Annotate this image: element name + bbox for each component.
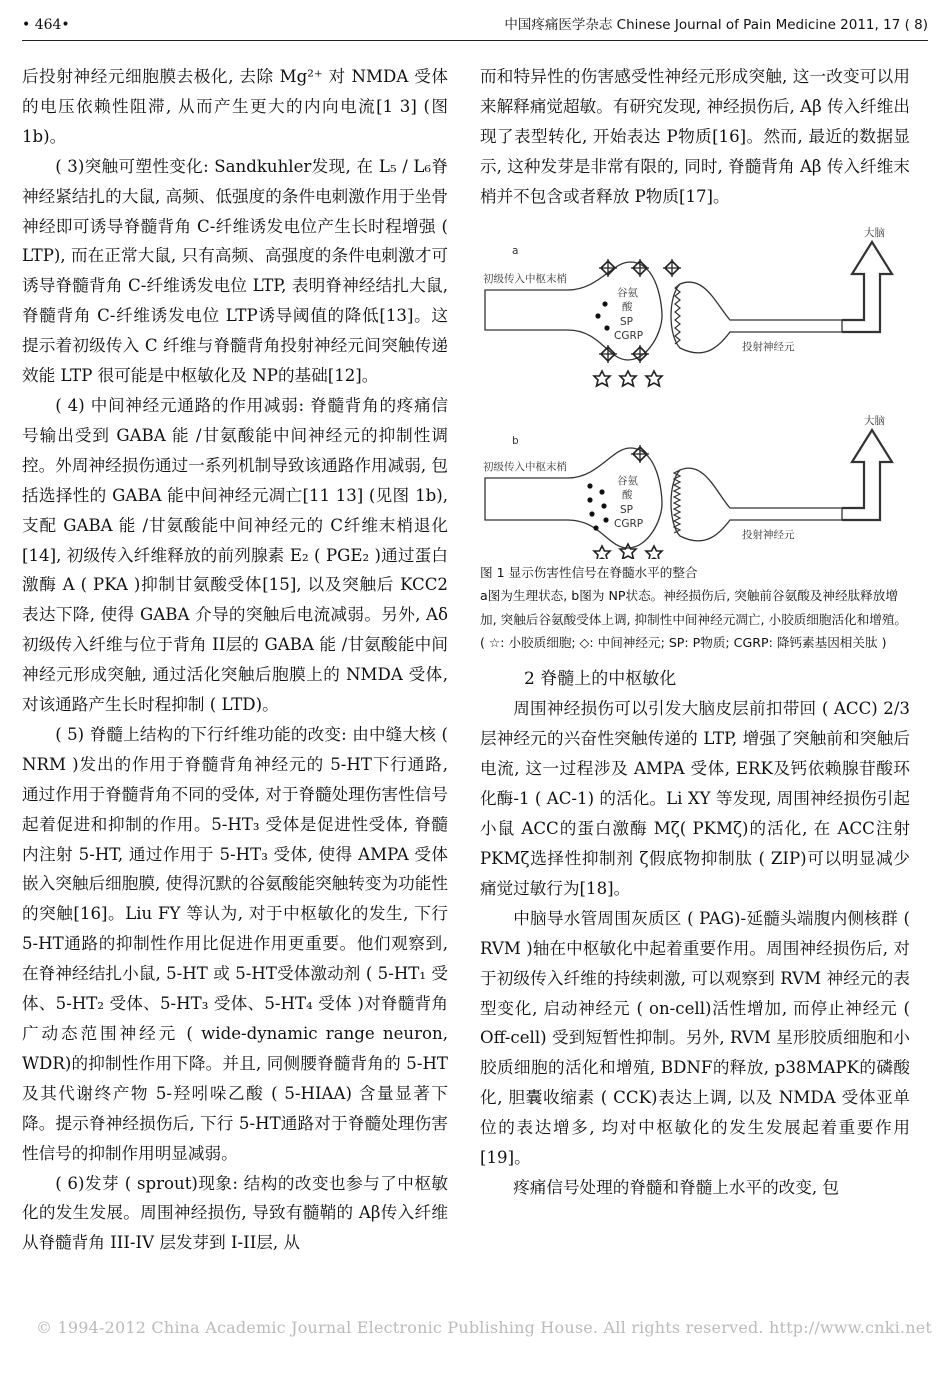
label-brain-b: 大脑 bbox=[864, 414, 885, 427]
vesicle bbox=[589, 511, 594, 516]
paragraph-pag-rvm: 中脑导水管周围灰质区 ( PAG)-延髓头端腹内侧核群 ( RVM )轴在中枢敏化中起着重要作用。周围神经损伤后, 对于初级传入纤维的持续刺激, 可以观察到 RVM 神经元的表型变化, 启动神经元 ( on-cell)活性增加, 而停止神经元 ( Off-cell) 受到短暂性抑制。另外, RVM 星形胶质细胞和小胶质细胞的活化和增殖, BDNF的释放, p38MAPK的磷酸化, 胆囊收缩素 ( CCK)表达上调, 以及 NMDA 受体亚单位的表达增多, 均对中枢敏化的发生发展起着重要作用[19]。 bbox=[480, 908, 910, 1168]
section-2-title: 2 脊髓上的中枢敏化 bbox=[524, 668, 677, 689]
microglia-star-icon bbox=[620, 371, 636, 386]
figure-1-caption bbox=[480, 561, 910, 655]
microglia-star-icon bbox=[620, 544, 636, 559]
figure-1-diagram bbox=[480, 224, 910, 559]
label-glutamate-b2: 酸 bbox=[622, 488, 633, 501]
vesicle bbox=[587, 483, 592, 488]
paragraph-sprouting-continued: 而和特异性的伤害感受性神经元形成突触, 这一改变可以用来解释痛觉超敏。有研究发现, 神经损伤后, Aβ 传入纤维出现了表型转化, 开始表达 P物质[16]。然而, 最近的数据显示, 这种发芽是非常有限的, 同时, 脊髓背角 Aβ 传入纤维末梢并不包含或者释放 P物质[17]。 bbox=[480, 67, 910, 206]
vesicle bbox=[602, 301, 607, 306]
vesicle bbox=[593, 525, 598, 530]
vesicle bbox=[601, 503, 606, 508]
microglia-star-icon bbox=[594, 546, 610, 559]
label-primary-afferent-b: 初级传入中枢末梢 bbox=[483, 460, 567, 473]
paragraph-acc-ltp: 周围神经损伤可以引发大脑皮层前扣带回 ( ACC) 2/3层神经元的兴奋性突触传递的 LTP, 增强了突触前和突触后电流, 这一过程涉及 AMPA 受体, ERK及钙依赖腺苷酸环化酶-1 ( AC-1) 的活化。Li XY 等发现, 周围神经损伤引起小鼠 ACC的蛋白激酶 Mζ( PKMζ)的活化, 在 ACC注射 PKMζ选择性抑制剂 ζ假底物抑制肽 ( ZIP)可以明显减少痛觉过敏行为[18]。 bbox=[480, 699, 910, 898]
vesicle bbox=[599, 489, 604, 494]
arrow-to-brain-a bbox=[842, 242, 892, 332]
page-header bbox=[22, 12, 928, 38]
vesicle bbox=[595, 313, 600, 318]
paragraph-synaptic-plasticity: ( 3)突触可塑性变化: Sandkuhler发现, 在 L₅ / L₆脊神经紧结扎的大鼠, 高频、低强度的条件电刺激作用于坐骨神经即可诱导脊髓背角 C-纤维诱发电位产生长时程增强 ( LTP), 而在正常大鼠, 只有高频、高强度的条件电刺激才可诱导脊髓背角 C-纤维诱发电位 LTP, 表明脊神经结扎大鼠, 脊髓背角 C-纤维诱发电位 LTP诱导阈值的降低[13]。这提示着初级传入 C 纤维与脊髓背角投射神经元间突触传递效能 LTP 很可能是中枢敏化及 NP的基础[12]。 bbox=[22, 156, 448, 386]
vesicle bbox=[587, 497, 592, 502]
vesicle bbox=[604, 325, 609, 330]
figure-1 bbox=[480, 224, 910, 559]
panel-b-label: b bbox=[512, 434, 519, 447]
right-column bbox=[480, 62, 910, 1203]
label-brain-a: 大脑 bbox=[864, 226, 885, 239]
microglia-star-icon bbox=[594, 371, 610, 386]
paragraph-sprouting: ( 6)发芽 ( sprout)现象: 结构的改变也参与了中枢敏化的发生发展。周围神经损伤, 导致有髓鞘的 Aβ传入纤维从脊髓背角 III-IV 层发芽到 I-II层, 从 bbox=[22, 1173, 448, 1253]
arrow-to-brain-b bbox=[842, 430, 892, 520]
label-projection-neuron-a: 投射神经元 bbox=[742, 340, 795, 353]
paragraph-summary-start: 疼痛信号处理的脊髓和脊髓上水平的改变, 包 bbox=[513, 1177, 840, 1197]
receptor-zigzag-b bbox=[674, 470, 680, 533]
label-cgrp-a: CGRP bbox=[614, 329, 644, 342]
paragraph-descending-fibers: ( 5) 脊髓上结构的下行纤维功能的改变: 由中缝大核 ( NRM )发出的作用于脊髓背角神经元的 5-HT下行通路, 通过作用于脊髓背角不同的受体, 对于脊髓处理伤害性信号起着促进和抑制的作用。5-HT₃ 受体是促进性受体, 脊髓内注射 5-HT, 通过作用于 5-HT₃ 受体, 使得 AMPA 受体嵌入突触后细胞膜, 使得沉默的谷氨酸能突触转变为功能性的突触[16]。Liu FY 等认为, 对于中枢敏化的发生, 下行 5-HT通路的抑制性作用比促进作用更重要。他们观察到, 在脊神经结扎小鼠, 5-HT 或 5-HT受体激动剂 ( 5-HT₁ 受体、5-HT₂ 受体、5-HT₃ 受体、5-HT₄ 受体 )对脊髓背角广动态范围神经元 ( wide-dynamic range neuron, WDR)的抑制性作用下降。并且, 同侧腰脊髓背角的 5-HT及其代谢终产物 5-羟吲哚乙酸 ( 5-HIAA) 含量显著下降。提示脊神经损伤后, 下行 5-HT通路对于脊髓处理伤害性信号的抑制作用明显减弱。 bbox=[22, 724, 448, 1163]
microglia-star-icon bbox=[646, 371, 662, 386]
figure-1-caption-title: 图 1 显示伤害性信号在脊髓水平的整合 bbox=[480, 564, 698, 580]
label-glutamate-b1: 谷氨 bbox=[617, 474, 638, 487]
interneuron-diamond-icon bbox=[599, 259, 617, 277]
paragraph-continued: 后投射神经元细胞膜去极化, 去除 Mg²⁺ 对 NMDA 受体的电压依赖性阻滞, 从而产生更大的内向电流[1 3] (图 1b)。 bbox=[22, 67, 448, 146]
label-glutamate-a1: 谷氨 bbox=[617, 286, 638, 299]
journal-citation: 中国疼痛医学杂志 Chinese Journal of Pain Medicine 2011, 17 ( 8) bbox=[504, 17, 928, 33]
interneuron-diamond-icon bbox=[599, 345, 617, 363]
label-glutamate-a2: 酸 bbox=[622, 300, 633, 313]
header-rule bbox=[22, 40, 928, 41]
label-primary-afferent-a: 初级传入中枢末梢 bbox=[483, 272, 567, 285]
receptor-zigzag-a bbox=[675, 284, 680, 344]
copyright-watermark: © 1994-2012 China Academic Journal Electronic Publishing House. All rights reserved. http://www.cnki.net bbox=[36, 1318, 933, 1337]
paragraph-interneuron-pathway: ( 4) 中间神经元通路的作用减弱: 脊髓背角的疼痛信号输出受到 GABA 能 /甘氨酸能中间神经元的抑制性调控。外周神经损伤通过一系列机制导致该通路作用减弱, 包括选择性的 GABA 能中间神经元凋亡[11 13] (见图 1b), 支配 GABA 能 /甘氨酸能中间神经元的 C纤维末梢退化[14], 初级传入纤维释放的前列腺素 E₂ ( PGE₂ )通过蛋白激酶 A ( PKA )抑制甘氨酸受体[15], 以及突触后 KCC2 表达下降, 使得 GABA 介导的突触后电流减弱。另外, Aδ初级传入纤维与位于背角 II层的 GABA 能 /甘氨酸能中间神经元形成突触, 通过活化突触后胞膜上的 NMDA 受体, 对该通路产生长时程抑制 ( LTD)。 bbox=[22, 395, 448, 715]
figure-1-caption-body: a图为生理状态, b图为 NP状态。神经损伤后, 突触前谷氨酸及神经肽释放增加, 突触后谷氨酸受体上调, 抑制性中间神经元凋亡, 小胶质细胞活化和增殖。( ☆: 小胶质细胞; ◇: 中间神经元; SP: P物质; CGRP: 降钙素基因相关肽 ) bbox=[480, 588, 908, 651]
panel-a bbox=[483, 226, 892, 386]
interneuron-diamond-icon bbox=[631, 345, 649, 363]
label-cgrp-b: CGRP bbox=[614, 517, 644, 530]
label-sp-b: SP bbox=[620, 503, 633, 516]
label-sp-a: SP bbox=[620, 315, 633, 328]
panel-b bbox=[483, 414, 892, 559]
left-column bbox=[22, 62, 448, 1258]
vesicle bbox=[603, 517, 608, 522]
interneuron-diamond-icon bbox=[663, 259, 681, 277]
panel-a-label: a bbox=[512, 244, 519, 257]
microglia-star-icon bbox=[646, 546, 662, 559]
page-number: • 464• bbox=[22, 17, 70, 33]
label-projection-neuron-b: 投射神经元 bbox=[742, 528, 795, 541]
